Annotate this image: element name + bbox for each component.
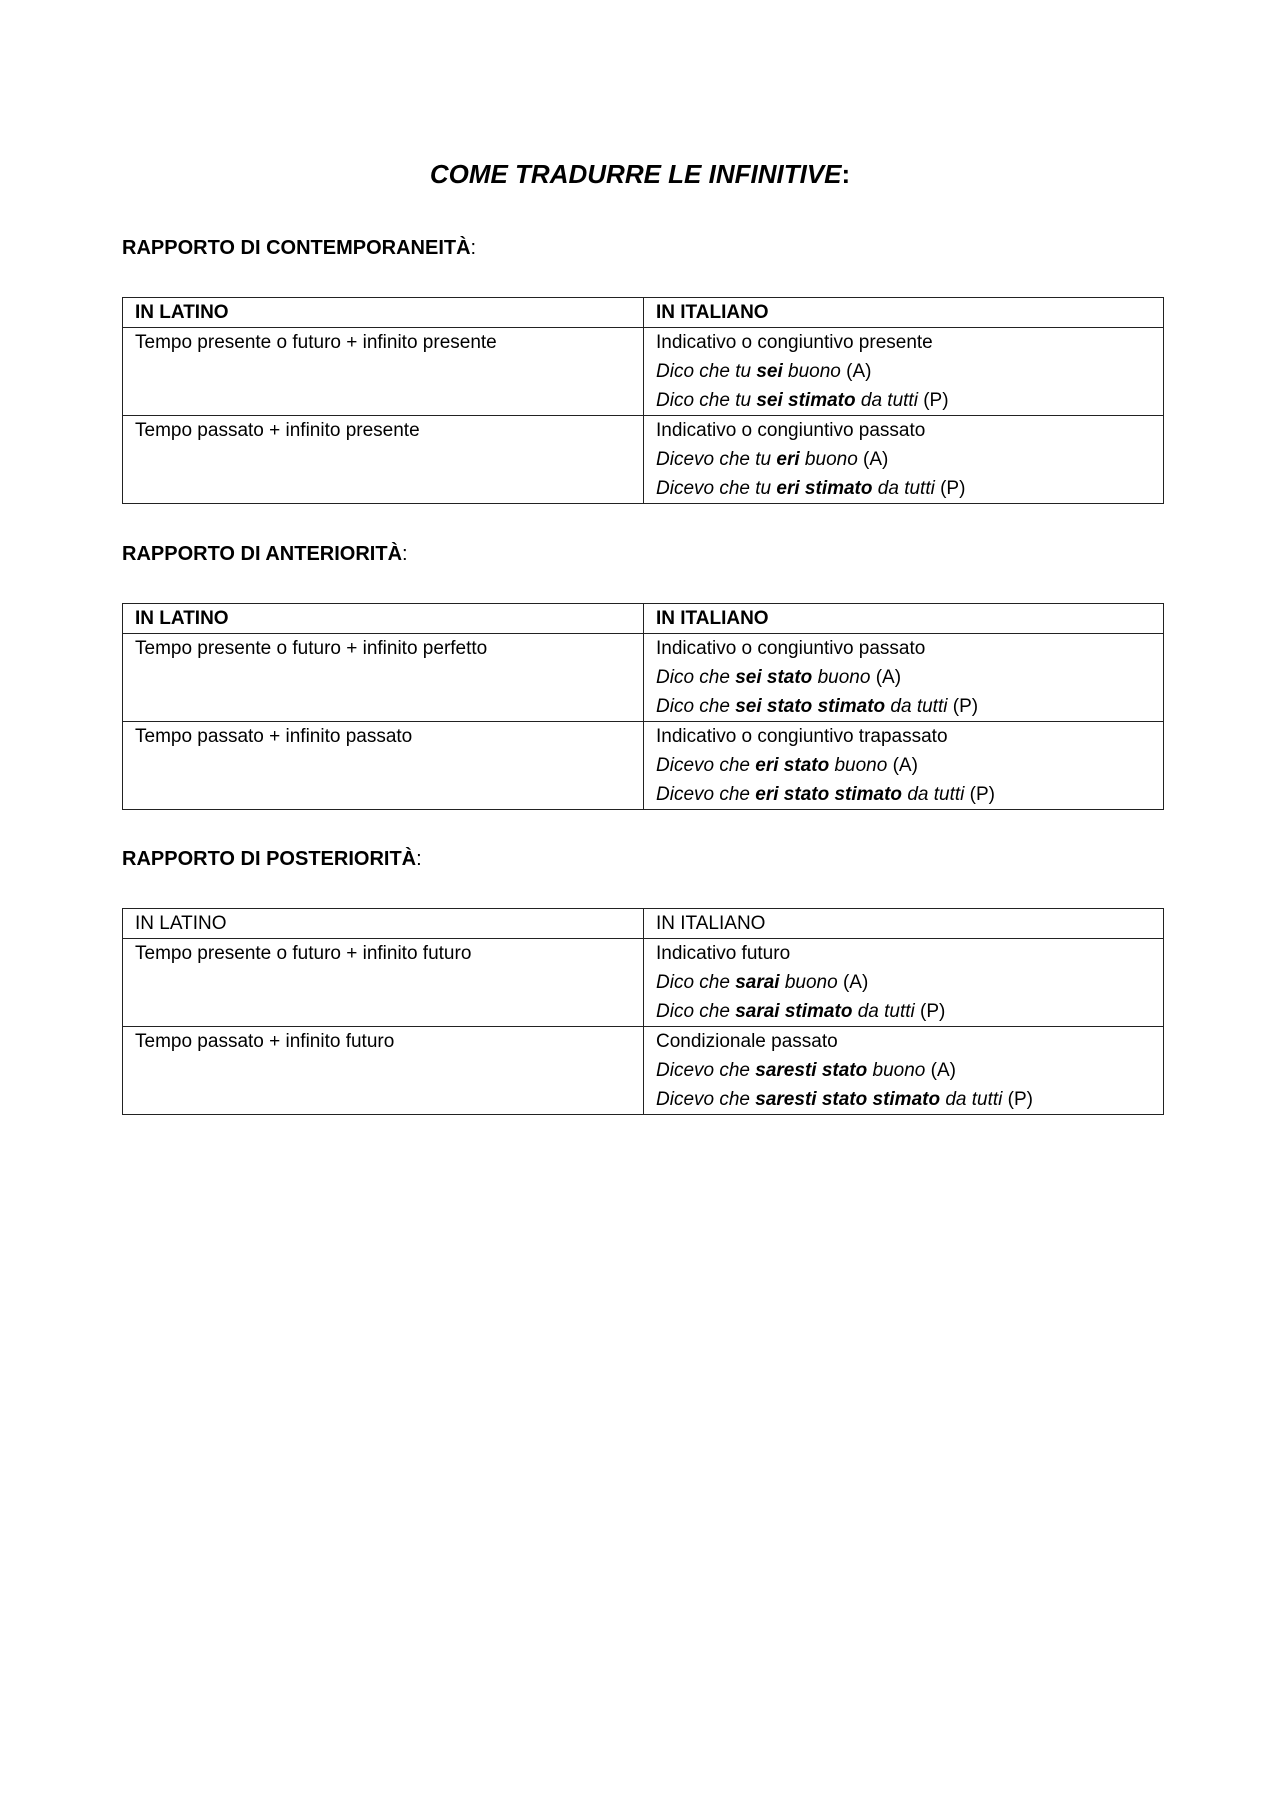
text-segment: da tutti [940, 1089, 1003, 1110]
text-segment: buono [812, 667, 871, 688]
section-heading-text: RAPPORTO DI ANTERIORITÀ [122, 543, 403, 565]
text-segment: (P) [917, 390, 949, 411]
text-segment: Indicativo o congiuntivo trapassato [656, 726, 948, 747]
latin-construction: Tempo passato + infinito passato [123, 722, 644, 810]
table-row [123, 1027, 1164, 1115]
text-segment: (P) [964, 784, 995, 805]
translation-example [656, 780, 1151, 809]
text-segment: Dico che [656, 696, 736, 717]
text-segment: (A) [846, 361, 872, 382]
text-segment: (P) [947, 696, 979, 717]
page-title [0, 156, 1280, 192]
text-segment: Dico che tu [656, 361, 757, 382]
italian-translation [644, 634, 1164, 722]
table-row [123, 634, 1164, 722]
text-segment: buono [829, 755, 888, 776]
page-title-colon: : [841, 159, 851, 189]
translation-table [122, 297, 1164, 504]
text-segment: (A) [870, 667, 902, 688]
translation-example [656, 692, 1151, 721]
section-heading-colon: : [416, 848, 422, 870]
translation-mood [656, 328, 1151, 357]
table-body [123, 328, 1164, 504]
latin-construction: Tempo presente o futuro + infinito perfetto [123, 634, 644, 722]
translation-table [122, 908, 1164, 1115]
text-segment: buono [799, 449, 858, 470]
text-segment: sarai [735, 972, 780, 993]
text-segment: buono [782, 361, 847, 382]
header-row [123, 298, 1164, 328]
column-header-italian: IN ITALIANO [644, 298, 1164, 328]
text-segment: Indicativo futuro [656, 943, 791, 964]
text-segment: buono [779, 972, 838, 993]
text-segment: (P) [1002, 1089, 1034, 1110]
text-segment: (A) [837, 972, 869, 993]
text-segment: Dicevo che [656, 784, 756, 805]
table-row [123, 416, 1164, 504]
table-row [123, 939, 1164, 1027]
text-segment: Dico che [656, 1001, 736, 1022]
translation-example [656, 386, 1151, 415]
text-segment: sei stato [735, 667, 813, 688]
text-segment: Dico che tu [656, 390, 757, 411]
text-segment: da tutti [902, 784, 965, 805]
column-header-italian: IN ITALIANO [644, 909, 1164, 939]
translation-example [656, 445, 1151, 474]
column-header-latin: IN LATINO [123, 909, 644, 939]
page-title-text: COME TRADURRE LE INFINITIVE [429, 159, 842, 189]
table-row [123, 722, 1164, 810]
translation-example [656, 357, 1151, 386]
translation-example [656, 1085, 1151, 1114]
latin-construction: Tempo presente o futuro + infinito futuro [123, 939, 644, 1027]
text-segment: buono [867, 1060, 926, 1081]
translation-example [656, 1056, 1151, 1085]
text-segment: eri stato stimato [755, 784, 903, 805]
header-row [123, 909, 1164, 939]
text-segment: da tutti [872, 478, 935, 499]
text-segment: (P) [914, 1001, 946, 1022]
text-segment: sarai stimato [735, 1001, 853, 1022]
section-heading-colon: : [470, 237, 477, 259]
latin-construction: Tempo passato + infinito presente [123, 416, 644, 504]
text-segment: Dico che [656, 667, 736, 688]
translation-example [656, 474, 1151, 503]
italian-translation [644, 1027, 1164, 1115]
latin-construction: Tempo passato + infinito futuro [123, 1027, 644, 1115]
table-header [123, 298, 1164, 328]
section-heading-text: RAPPORTO DI CONTEMPORANEITÀ [122, 237, 471, 259]
header-row [123, 604, 1164, 634]
text-segment: sei stimato [756, 390, 856, 411]
text-segment: (A) [887, 755, 918, 776]
table-row [123, 328, 1164, 416]
text-segment: Indicativo o congiuntivo passato [656, 420, 926, 441]
text-segment: sei stato stimato [735, 696, 886, 717]
section-contemporaneita [122, 234, 1163, 504]
column-header-latin: IN LATINO [123, 298, 644, 328]
latin-construction: Tempo presente o futuro + infinito presente [123, 328, 644, 416]
text-segment: (P) [934, 478, 966, 499]
text-segment: saresti stato [755, 1060, 868, 1081]
text-segment: Dicevo che [656, 755, 756, 776]
text-segment: Dico che [656, 972, 736, 993]
translation-mood [656, 939, 1151, 968]
column-header-italian: IN ITALIANO [644, 604, 1164, 634]
section-heading-text: RAPPORTO DI POSTERIORITÀ [122, 848, 417, 870]
translation-mood [656, 634, 1151, 663]
text-segment: da tutti [855, 390, 918, 411]
table-header [123, 909, 1164, 939]
text-segment: saresti stato stimato [755, 1089, 941, 1110]
text-segment: eri [776, 449, 800, 470]
table-header [123, 604, 1164, 634]
translation-example [656, 751, 1151, 780]
text-segment: Dicevo che [656, 1089, 756, 1110]
section-heading [122, 845, 1163, 874]
section-anteriorita [122, 540, 1163, 810]
translation-example [656, 997, 1151, 1026]
translation-mood [656, 722, 1151, 751]
italian-translation [644, 722, 1164, 810]
section-heading-colon: : [402, 543, 408, 565]
text-segment: da tutti [885, 696, 948, 717]
section-posteriorita [122, 845, 1163, 1115]
table-body [123, 634, 1164, 810]
text-segment: Dicevo che [656, 1060, 756, 1081]
text-segment: da tutti [852, 1001, 915, 1022]
section-heading [122, 234, 1163, 263]
translation-mood [656, 1027, 1151, 1056]
translation-example [656, 663, 1151, 692]
column-header-latin: IN LATINO [123, 604, 644, 634]
italian-translation [644, 416, 1164, 504]
italian-translation [644, 328, 1164, 416]
text-segment: Indicativo o congiuntivo presente [656, 332, 933, 353]
section-heading [122, 540, 1163, 569]
translation-mood [656, 416, 1151, 445]
table-body [123, 939, 1164, 1115]
text-segment: Indicativo o congiuntivo passato [656, 638, 926, 659]
text-segment: sei [756, 361, 783, 382]
text-segment: Dicevo che tu [656, 449, 777, 470]
text-segment: Condizionale passato [656, 1031, 838, 1052]
translation-example [656, 968, 1151, 997]
text-segment: eri stato [755, 755, 830, 776]
text-segment: eri stimato [776, 478, 873, 499]
italian-translation [644, 939, 1164, 1027]
text-segment: (A) [857, 449, 889, 470]
text-segment: (A) [925, 1060, 956, 1081]
text-segment: Dicevo che tu [656, 478, 777, 499]
translation-table [122, 603, 1164, 810]
